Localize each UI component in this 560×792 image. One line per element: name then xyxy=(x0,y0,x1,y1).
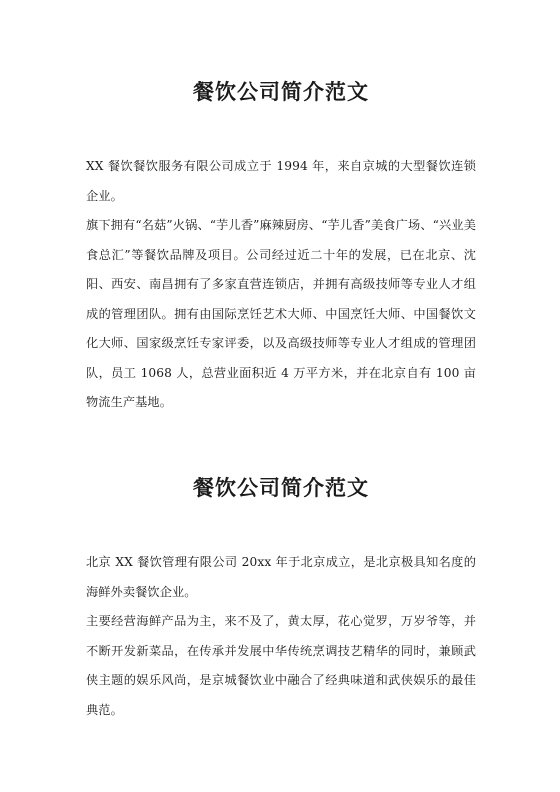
section-1-body xyxy=(86,152,476,418)
section-1-paragraph-1: XX 餐饮餐饮服务有限公司成立于 1994 年，来自京城的大型餐饮连锁企业。 xyxy=(86,159,476,203)
section-2-title: 餐饮公司简介范文 xyxy=(193,475,369,500)
section-1-paragraph-2: 旗下拥有“名菇”火锅、“芋儿香”麻辣厨房、“芋儿香”美食广场、“兴业美食总汇”等餐饮品牌及项目。公司经过近二十年的发展，已在北京、沈阳、西安、南昌拥有了多家直营连锁店，并拥有高级技师等专业人才组成的管理团队。拥有由国际烹饪艺术大师、中国烹饪大师、中国餐饮文化大师、国家级烹饪专家评委，以及高级技师等专业人才组成的管理团队，员工 1068 人，总营业面积近 4 万平方米，并在北京自有 100 亩物流生产基地。 xyxy=(86,218,476,409)
section-2-body xyxy=(86,548,476,725)
section-2 xyxy=(86,474,476,725)
section-1-title: 餐饮公司简介范文 xyxy=(193,79,369,104)
section-2-paragraph-2: 主要经营海鲜产品为主，来不及了，黄太厚，花心觉罗，万岁爷等，并不断开发新菜品，在传承并发展中华传统烹调技艺精华的同时，兼顾武侠主题的娱乐风尚，是京城餐饮业中融合了经典味道和武侠娱乐的最佳典范。 xyxy=(86,614,476,717)
section-1 xyxy=(86,78,476,418)
section-2-paragraph-1: 北京 XX 餐饮管理有限公司 20xx 年于北京成立，是北京极具知名度的海鲜外卖餐饮企业。 xyxy=(86,555,476,599)
